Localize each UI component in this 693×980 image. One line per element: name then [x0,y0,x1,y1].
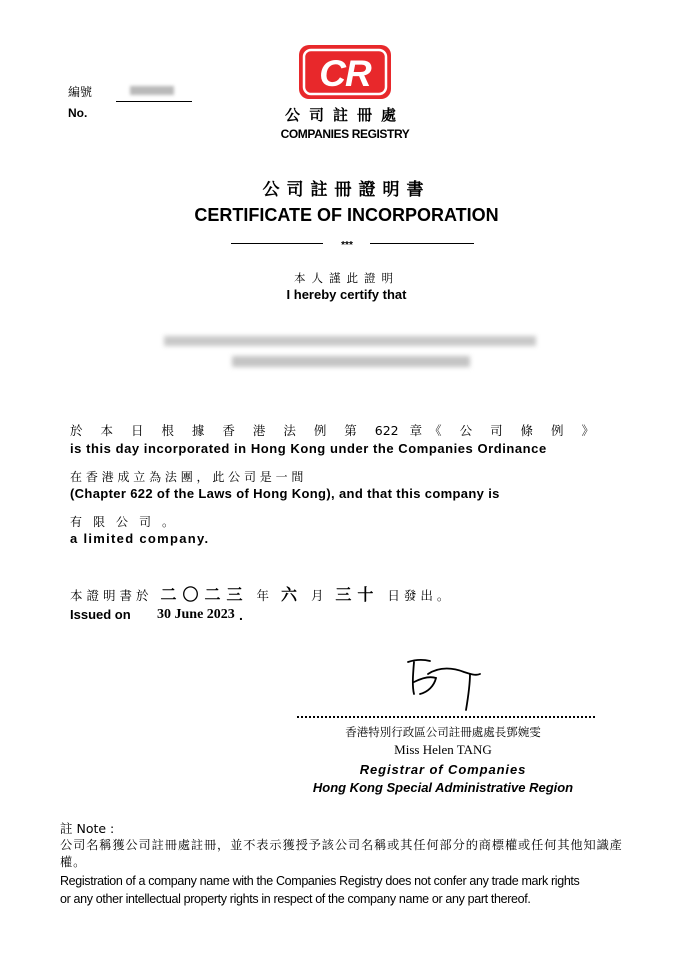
serial-underline [116,101,192,102]
issued-label-en: Issued on [70,607,131,622]
issued-suffix-cn: 日發出。 [379,588,454,603]
body-line3-en: a limited company. [70,531,210,546]
note-text-cn: 公司名稱獲公司註冊處註冊，並不表示獲授予該公司名稱或其任何部分的商標權或任何其他知識產權。 [60,838,623,869]
issued-month-unit: 月 [302,588,336,603]
registrar-signature [404,652,484,712]
issued-day-cn: 三十 [335,585,380,604]
note-heading: 註 Note : [60,821,115,836]
certify-text-en: I hereby certify that [286,287,407,302]
serial-label-en: No. [68,106,88,120]
companies-registry-logo [298,44,392,100]
certificate-title-en: CERTIFICATE OF INCORPORATION [194,205,499,225]
issued-year-unit: 年 [248,588,281,603]
issued-prefix-cn: 本證明書於 [70,588,161,603]
serial-label-cn: 編號 [68,85,93,99]
company-name-redacted-line2 [232,356,470,367]
issued-month-cn: 六 [280,585,303,604]
registrar-name-cn: 香港特別行政區公司註冊處處長鄧婉雯 [345,727,541,739]
issued-date-cn [70,582,453,605]
certify-text-cn: 本人謹此證明 [294,271,399,285]
logo-text: CR [319,53,371,94]
serial-number-redacted [130,86,174,95]
signature-line [297,716,595,718]
registry-name-cn: 公司註冊處 [284,106,405,124]
body-line3-cn: 有限公司。 [70,515,186,529]
certificate-title-cn: 公司註冊證明書 [262,180,431,200]
body-line1-en: is this day incorporated in Hong Kong under the Companies Ordinance [70,441,547,456]
registry-name-en: COMPANIES REGISTRY [280,127,410,141]
body-line1-cn: 於 本 日 根 據 香 港 法 例 第 622 章《 公 司 條 例 》 [70,423,594,438]
note-text-en-line2: or any other intellectual property rights in respect of the company name or any part thereof. [60,892,531,906]
company-name-redacted-line1 [164,336,536,346]
divider-stars: *** [341,240,353,251]
divider-left [231,243,323,244]
issued-year-cn: 二〇二三 [160,585,249,604]
divider-right [370,243,474,244]
registrar-region: Hong Kong Special Administrative Region [312,780,574,795]
registrar-name-en: Miss Helen TANG [394,742,492,757]
body-line2-en: (Chapter 622 of the Laws of Hong Kong), and that this company is [70,486,500,501]
issued-date-en: 30 June 2023 [157,607,235,622]
issued-period: . [239,607,243,623]
body-line2-cn: 在 香 港 成 立 為 法 團 ， 此 公 司 是 一 間 [70,470,304,484]
registrar-title: Registrar of Companies [359,762,527,777]
note-text-en-line1: Registration of a company name with the Companies Registry does not confer any trade mark rights [60,874,580,888]
